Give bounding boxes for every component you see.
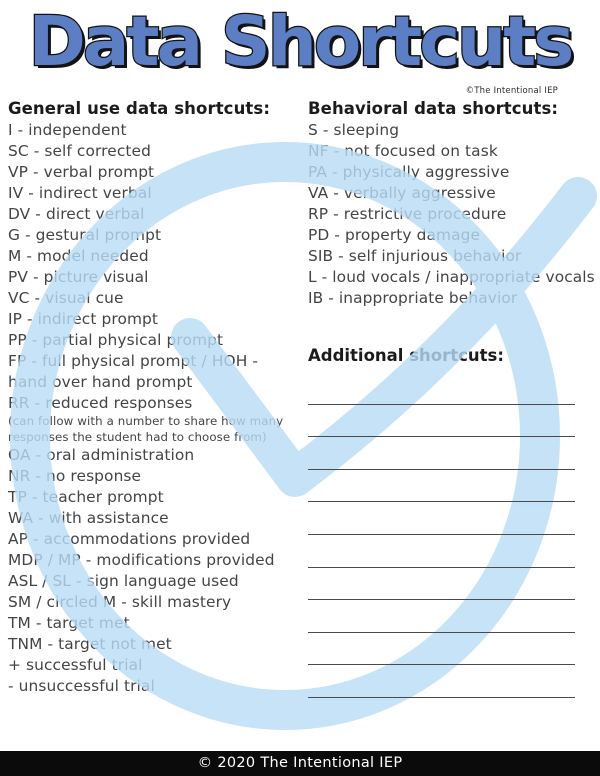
shortcut-item: NR - no response: [8, 467, 142, 485]
column-behavioral: [306, 98, 596, 698]
blank-line: [308, 633, 575, 666]
shortcut-item: PA - physically aggressive: [307, 163, 510, 181]
shortcut-item: DV - direct verbal: [8, 205, 145, 223]
shortcut-item: M - model needed: [8, 247, 149, 265]
shortcut-item: L - loud vocals / inappropriate vocals: [307, 268, 595, 286]
additional-shortcuts-heading: Additional shortcuts:: [307, 346, 504, 365]
shortcut-item: FP - full physical prompt / HOH - hand over hand prompt: [8, 352, 259, 391]
footer-copyright: © 2020 The Intentional IEP: [197, 755, 403, 771]
shortcut-item: ASL / SL - sign language used: [8, 572, 239, 590]
shortcut-item: MDP / MP - modifications provided: [8, 551, 275, 569]
blank-line: [308, 437, 575, 470]
shortcut-item: + successful trial: [8, 656, 143, 674]
shortcut-item: NF - not focused on task: [307, 142, 498, 160]
shortcut-item: SM / circled M - skill mastery: [8, 593, 232, 611]
shortcut-item: SIB - self injurious behavior: [307, 247, 522, 265]
shortcut-item: - unsuccessful trial: [8, 677, 155, 695]
shortcut-item: TM - target met: [8, 614, 130, 632]
shortcut-item: VC - visual cue: [8, 289, 124, 307]
shortcut-item: TNM - target not met: [8, 635, 172, 653]
page-title: Data Shortcuts: [28, 2, 572, 82]
shortcut-item: SC - self corrected: [8, 142, 151, 160]
title-credit: ©The Intentional IEP: [465, 86, 558, 96]
shortcut-item: WA - with assistance: [8, 509, 169, 527]
title-area: [0, 0, 600, 96]
shortcut-item: VA - verbally aggressive: [307, 184, 496, 202]
shortcut-item: AP - accommodations provided: [8, 530, 251, 548]
behavioral-shortcuts-list: [308, 120, 596, 309]
shortcut-item: VP - verbal prompt: [8, 163, 155, 181]
shortcut-item: IP - indirect prompt: [8, 310, 159, 328]
shortcut-item: PV - picture visual: [8, 268, 149, 286]
content-columns: [0, 96, 600, 698]
shortcut-item: S - sleeping: [307, 121, 400, 139]
shortcut-item: RP - restrictive procedure: [307, 205, 507, 223]
behavioral-shortcuts-heading: Behavioral data shortcuts:: [307, 99, 559, 118]
blank-line: [308, 568, 575, 601]
blank-line: [308, 470, 575, 503]
column-general: [8, 98, 298, 698]
blank-line: [308, 502, 575, 535]
shortcut-item: IV - indirect verbal: [8, 184, 152, 202]
footer-bar: [0, 751, 600, 776]
blank-line: [308, 535, 575, 568]
blank-line: [308, 665, 575, 698]
shortcut-item: PP - partial physical prompt: [8, 331, 224, 349]
shortcut-item: IB - inappropriate behavior: [307, 289, 518, 307]
shortcut-item: RR - reduced responses: [8, 394, 193, 412]
additional-shortcuts-lines: [308, 372, 575, 698]
shortcut-item: PD - property damage: [307, 226, 481, 244]
general-shortcuts-heading: General use data shortcuts:: [8, 99, 271, 118]
shortcut-item: TP - teacher prompt: [8, 488, 164, 506]
shortcut-item: (can follow with a number to share how many responses the student had to choose from): [8, 414, 284, 444]
blank-line: [308, 600, 575, 633]
general-shortcuts-list: [8, 120, 298, 697]
blank-line: [308, 372, 575, 405]
shortcut-item: G - gestural prompt: [8, 226, 162, 244]
blank-line: [308, 405, 575, 438]
shortcut-item: I - independent: [8, 121, 127, 139]
shortcut-item: OA - oral administration: [8, 446, 195, 464]
